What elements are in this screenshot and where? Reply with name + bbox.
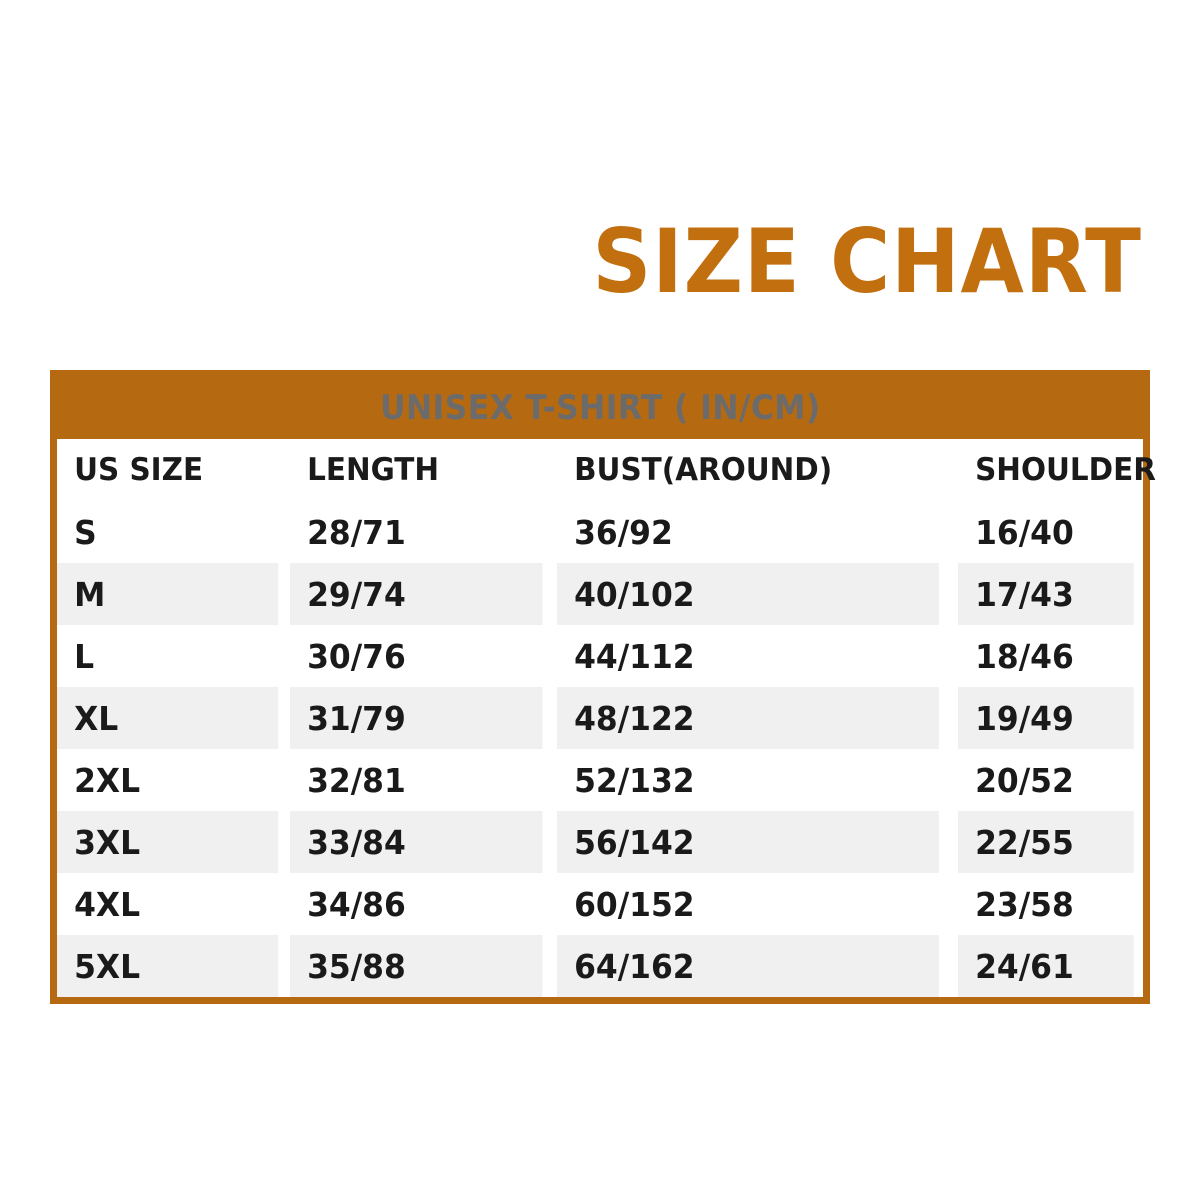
cell-size: 3XL xyxy=(57,811,279,873)
cell-bust: 56/142 xyxy=(557,811,939,873)
cell-bust: 40/102 xyxy=(557,563,939,625)
cell-shoulder: 18/46 xyxy=(958,625,1133,687)
table-banner-label: UNISEX T-SHIRT ( IN/CM) xyxy=(379,388,821,428)
column-header-length: LENGTH xyxy=(290,439,543,501)
table-row xyxy=(57,501,1143,563)
table-header-row xyxy=(57,439,1143,501)
cell-bust: 44/112 xyxy=(557,625,939,687)
table-row xyxy=(57,749,1143,811)
table-row xyxy=(57,873,1143,935)
cell-shoulder: 16/40 xyxy=(958,501,1133,563)
cell-length: 31/79 xyxy=(290,687,543,749)
cell-shoulder: 23/58 xyxy=(958,873,1133,935)
cell-shoulder: 24/61 xyxy=(958,935,1133,997)
column-header-us-size: US SIZE xyxy=(57,439,279,501)
cell-shoulder: 22/55 xyxy=(958,811,1133,873)
cell-length: 32/81 xyxy=(290,749,543,811)
cell-size: XL xyxy=(57,687,279,749)
column-header-shoulder: SHOULDER xyxy=(958,439,1133,501)
cell-bust: 60/152 xyxy=(557,873,939,935)
table-row xyxy=(57,811,1143,873)
cell-size: 2XL xyxy=(57,749,279,811)
table-row xyxy=(57,687,1143,749)
table-body xyxy=(57,501,1143,997)
cell-bust: 48/122 xyxy=(557,687,939,749)
cell-bust: 36/92 xyxy=(557,501,939,563)
cell-size: S xyxy=(57,501,279,563)
cell-bust: 64/162 xyxy=(557,935,939,997)
cell-size: 5XL xyxy=(57,935,279,997)
cell-size: L xyxy=(57,625,279,687)
cell-shoulder: 17/43 xyxy=(958,563,1133,625)
cell-bust: 52/132 xyxy=(557,749,939,811)
table-row xyxy=(57,625,1143,687)
cell-length: 29/74 xyxy=(290,563,543,625)
cell-size: M xyxy=(57,563,279,625)
cell-length: 28/71 xyxy=(290,501,543,563)
cell-shoulder: 20/52 xyxy=(958,749,1133,811)
table-header xyxy=(57,439,1157,501)
cell-size: 4XL xyxy=(57,873,279,935)
cell-length: 30/76 xyxy=(290,625,543,687)
column-header-bust: BUST(AROUND) xyxy=(557,439,939,501)
size-chart-table-container xyxy=(50,370,1157,1004)
cell-length: 34/86 xyxy=(290,873,543,935)
table-row xyxy=(57,563,1143,625)
table-row xyxy=(57,935,1143,997)
table-banner xyxy=(57,377,1143,439)
cell-shoulder: 19/49 xyxy=(958,687,1133,749)
cell-length: 35/88 xyxy=(290,935,543,997)
cell-length: 33/84 xyxy=(290,811,543,873)
page-title: SIZE CHART xyxy=(592,210,1142,313)
size-chart-table xyxy=(57,439,1157,997)
